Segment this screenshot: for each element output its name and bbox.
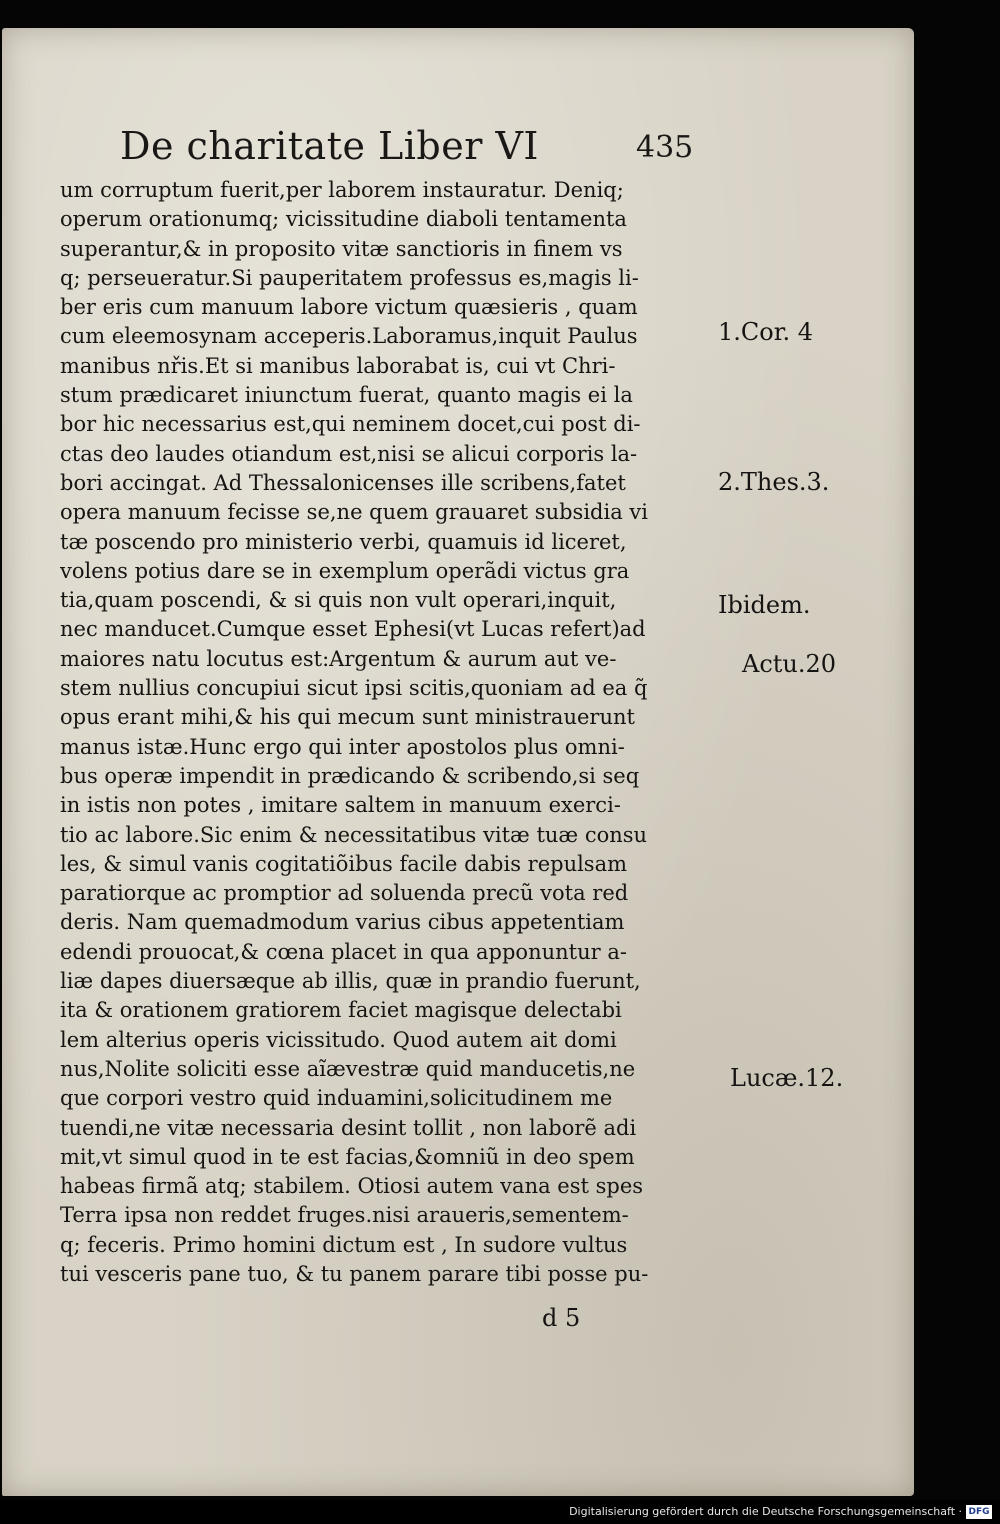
text-line: deris. Nam quemadmodum varius cibus appetentiam [60, 910, 625, 935]
margin-note: 1.Cor. 4 [718, 318, 814, 346]
text-line: nec manducet.Cumque esset Ephesi(vt Lucas refert)ad [60, 617, 646, 642]
text-line: stem nullius concupiui sicut ipsi scitis,quoniam ad ea q̃ [60, 676, 648, 701]
margin-note: Lucæ.12. [730, 1064, 844, 1092]
text-line: mit,vt simul quod in te est facias,&omniũ in deo spem [60, 1144, 635, 1169]
running-header [90, 124, 730, 180]
text-line: edendi prouocat,& cœna placet in qua apponuntur a- [60, 939, 627, 964]
dfg-logo: DFG [966, 1505, 992, 1519]
text-line: q; feceris. Primo homini dictum est , In sudore vultus [60, 1232, 628, 1257]
text-line: les, & simul vanis cogitatiõibus facile dabis repulsam [60, 851, 628, 876]
text-line: volens potius dare se in exemplum operãdi victus gra [60, 558, 630, 583]
text-line: lem alterius operis vicissitudo. Quod autem ait domi [60, 1027, 617, 1052]
text-line: opus erant mihi,& his qui mecum sunt ministrauerunt [60, 705, 635, 730]
text-line: bori accingat. Ad Thessalonicenses ille scribens,fatet [60, 470, 626, 495]
text-line: ctas deo laudes otiandum est,nisi se alicui corporis la- [60, 441, 638, 466]
text-line: tia,quam poscendi, & si quis non vult operari,inquit, [60, 588, 617, 613]
text-line: superantur,& in proposito vitæ sanctioris in finem vs [60, 236, 623, 261]
signature-mark: d 5 [542, 1304, 581, 1332]
margin-note: 2.Thes.3. [718, 468, 830, 496]
text-line: ber eris cum manuum labore victum quæsieris , quam [60, 295, 638, 320]
margin-note: Ibidem. [718, 591, 811, 619]
text-line: opera manuum fecisse se,ne quem grauaret subsidia vi [60, 500, 648, 525]
text-line: in istis non potes , imitare saltem in manuum exerci- [60, 793, 621, 818]
text-line: Terra ipsa non reddet fruges.nisi araueris,sementem- [60, 1203, 629, 1228]
body-text [60, 176, 720, 1289]
text-line: tæ poscendo pro ministerio verbi, quamuis id liceret, [60, 529, 627, 554]
text-line: habeas firmã atq; stabilem. Otiosi autem vana est spes [60, 1174, 644, 1199]
text-line: maiores natu locutus est:Argentum & aurum aut ve- [60, 646, 617, 671]
text-line: liæ dapes diuersæque ab illis, quæ in prandio fuerunt, [60, 969, 641, 994]
text-line: q; perseueratur.Si pauperitatem professus es,magis li- [60, 265, 639, 290]
text-line: paratiorque ac promptior ad soluenda precũ vota red [60, 881, 629, 906]
footer-bar [0, 1500, 1000, 1524]
book-page [2, 28, 914, 1496]
text-line: operum orationumq; vicissitudine diaboli tentamenta [60, 207, 627, 232]
text-line: bor hic necessarius est,qui neminem docet,cui post di- [60, 412, 641, 437]
folio-number: 435 [636, 130, 694, 165]
text-line: cum eleemosynam acceperis.Laboramus,inquit Paulus [60, 324, 638, 349]
footer-credit: Digitalisierung gefördert durch die Deutsche Forschungsgemeinschaft · [569, 1505, 962, 1518]
text-line: manibus nřis.Et si manibus laborabat is, cui vt Chri- [60, 353, 616, 378]
text-line: que corpori vestro quid induamini,solicitudinem me [60, 1086, 613, 1111]
text-line: um corruptum fuerit,per laborem instauratur. Deniq; [60, 178, 624, 202]
text-line: tuendi,ne vitæ necessaria desint tollit , non laborẽ adi [60, 1115, 637, 1140]
text-line: tui vesceris pane tuo, & tu panem parare tibi posse pu- [60, 1261, 649, 1286]
margin-note: Actu.20 [742, 650, 837, 678]
text-line: nus,Nolite soliciti esse aĩævestræ quid manducetis,ne [60, 1056, 636, 1081]
text-line: bus operæ impendit in prædicando & scribendo,si seq [60, 763, 640, 788]
text-line: stum prædicaret iniunctum fuerat, quanto magis ei la [60, 383, 633, 408]
running-title: De charitate Liber VI [120, 124, 539, 168]
text-line: ita & orationem gratiorem faciet magisque delectabi [60, 998, 622, 1023]
text-line: manus istæ.Hunc ergo qui inter apostolos plus omni- [60, 734, 625, 759]
text-line: tio ac labore.Sic enim & necessitatibus vitæ tuæ consu [60, 822, 648, 847]
